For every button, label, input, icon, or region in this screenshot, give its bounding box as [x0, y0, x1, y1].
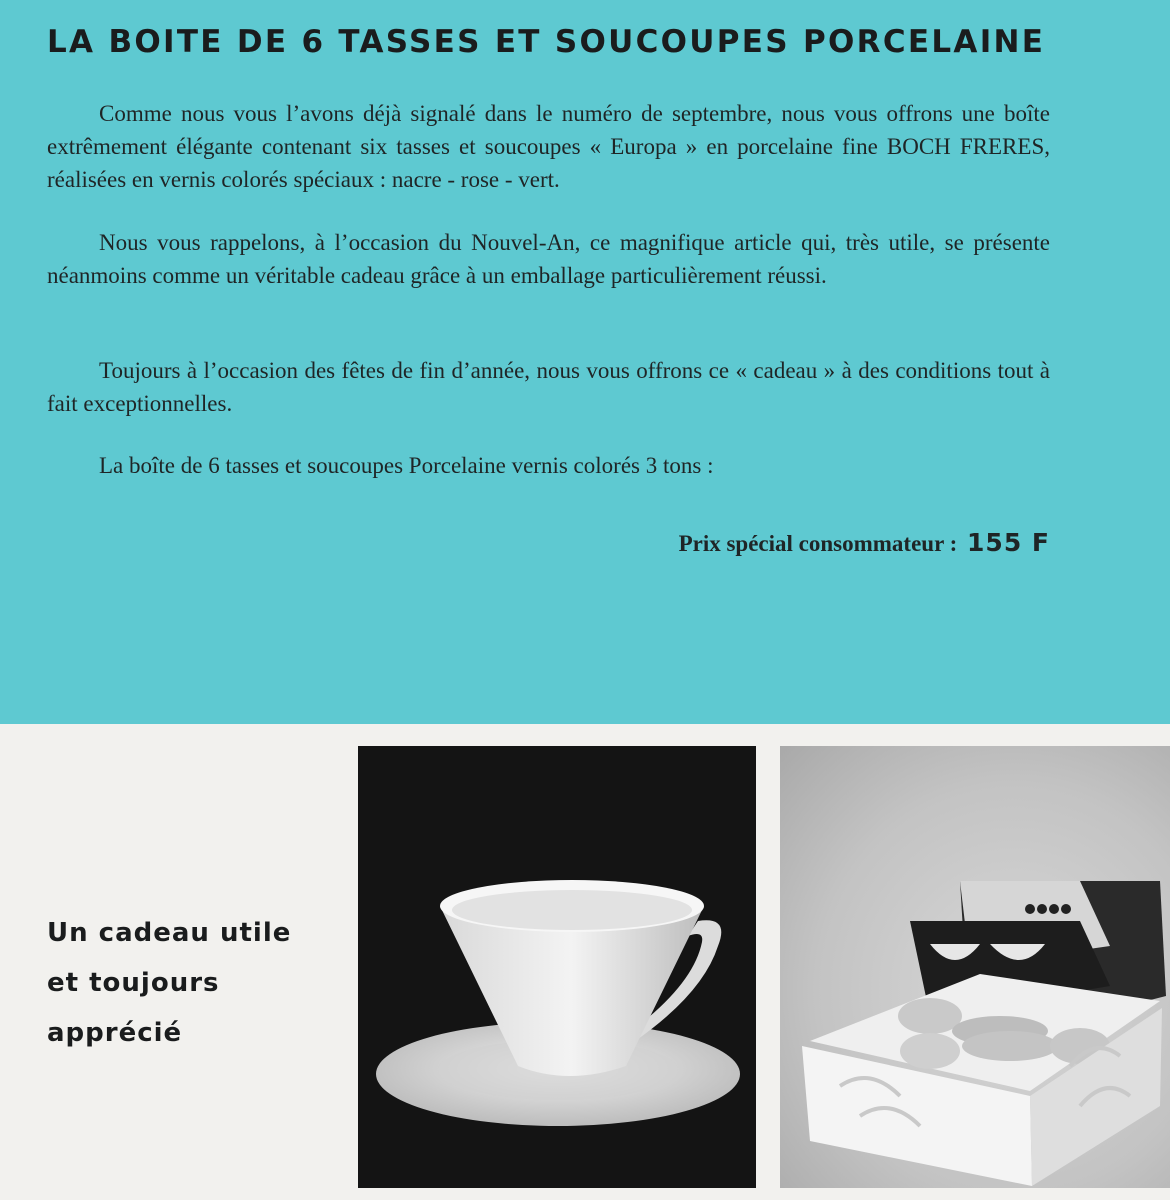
cup-illustration — [358, 746, 756, 1188]
cup-and-saucer-photo — [358, 746, 756, 1188]
tagline — [47, 908, 347, 1058]
tagline-line-3: apprécié — [47, 1018, 183, 1048]
paragraph-reminder: Nous vous rappelons, à l’occasion du Nouvel-An, ce magnifique article qui, très utile, se présente néanmoins comme un véritable cadeau grâce à un emballage particulièrement réussi. — [47, 230, 1050, 288]
price-label: Prix spécial consommateur : — [678, 531, 958, 556]
gift-box-illustration — [780, 746, 1170, 1188]
gift-box-photo — [780, 746, 1170, 1188]
price-amount: 155 F — [967, 528, 1050, 557]
tagline-line-1: Un cadeau utile — [47, 918, 292, 948]
paragraph-intro: Comme nous vous l’avons déjà signalé dans le numéro de septembre, nous vous offrons une boîte extrêmement élégante contenant six tasses et soucoupes « Europa » en porcelaine fine BOCH FRERES, réalisées en vernis colorés spéciaux : nacre - rose - vert. — [47, 101, 1050, 192]
page-title: LA BOITE DE 6 TASSES ET SOUCOUPES PORCELAINE — [47, 24, 1046, 60]
paragraph-offer: Toujours à l’occasion des fêtes de fin d’année, nous vous offrons ce « cadeau » à des conditions tout à fait exceptionnelles. — [47, 358, 1050, 416]
paragraph-product: La boîte de 6 tasses et soucoupes Porcelaine vernis colorés 3 tons : — [99, 453, 714, 478]
tagline-line-2: et toujours — [47, 968, 220, 998]
special-price — [679, 528, 1050, 557]
